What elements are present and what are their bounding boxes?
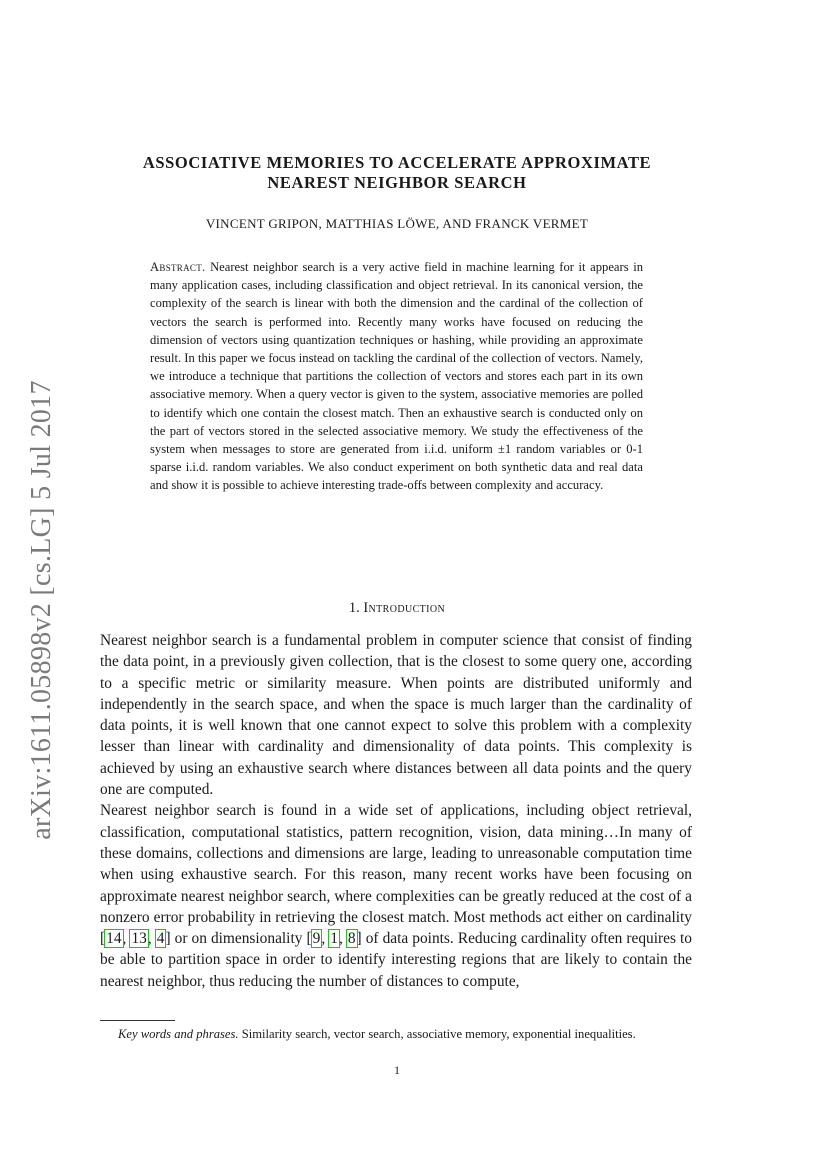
arxiv-identifier-stamp — [22, 380, 62, 840]
footnote-text: Similarity search, vector search, associative memory, exponential inequalities. — [238, 1027, 636, 1041]
introduction-body — [100, 630, 692, 992]
abstract-text: Nearest neighbor search is a very active field in machine learning for it appears in many application cases, including classification and object retrieval. In its canonical version, the complexity of the search is linear with both the dimension and the cardinal of the collection of vectors the search is performed into. Recently many works have focused on reducing the dimension of vectors using quantization techniques or hashing, while providing an approximate result. In this paper we focus instead on tackling the cardinal of the collection of vectors. Namely, we introduce a technique that partitions the collection of vectors and stores each part in its own associative memory. When a query vector is given to the system, associative memories are polled to identify which one contain the closest match. Then an exhaustive search is conducted only on the part of vectors stored in the selected associative memory. We study the effectiveness of the system when messages to store are generated from i.i.d. uniform ±1 random variables or 0-1 sparse i.i.d. random variables. We also conduct experiment on both synthetic data and real data and show it is possible to achieve interesting trade-offs between complexity and accuracy. — [150, 260, 644, 493]
citation-link-8[interactable]: 8 — [347, 930, 356, 948]
citation-separator: , — [122, 930, 131, 948]
paper-title — [100, 153, 694, 193]
citation-separator: , — [321, 930, 330, 948]
footnote-rule — [100, 1020, 175, 1021]
bracket-close: ] — [165, 930, 171, 948]
abstract-block — [150, 258, 643, 495]
citation-separator: , — [338, 930, 347, 948]
intro-paragraph-2-part-a: Nearest neighbor search is found in a wide set of applications, including object retrieval, classification, computational statistics, pattern recognition, vision, data mining…In many of these domains, collections and dimensions are large, leading to unreasonable computation time when using exhaustive search. For this reason, many recent works have been focusing on approximate nearest neighbor search, where complexities can be greatly reduced at the cost of a nonzero error probability in retrieving the closest match. Most methods act either on cardinality — [100, 802, 692, 926]
citation-separator: , — [147, 930, 156, 948]
title-line-2: NEAREST NEIGHBOR SEARCH — [267, 173, 527, 192]
citation-link-4[interactable]: 4 — [156, 930, 165, 948]
page-number: 1 — [394, 1063, 400, 1077]
bracket-open: [ — [100, 930, 106, 948]
intro-paragraph-2-part-c: of data points. Reducing cardinality often requires to be able to partition space in order to identify interesting regions that are likely to contain the nearest neighbor, thus reducing the number of distances to compute, — [100, 930, 692, 990]
bracket-close: ] — [356, 930, 362, 948]
footnote-label: Key words and phrases. — [118, 1027, 239, 1041]
intro-paragraph-2 — [100, 800, 692, 992]
intro-paragraph-2-part-b: or on dimensionality — [170, 930, 307, 948]
intro-paragraph-1: Nearest neighbor search is a fundamental problem in computer science that consist of finding the data point, in a previously given collection, that is the closest to some query one, according to a specific metric or similarity measure. When points are distributed uniformly and independently in the search space, and when the space is much larger than the cardinality of data points, it is well known that one cannot expect to solve this problem with a complexity lesser than linear with cardinality and dimensionality of data points. This complexity is achieved by using an exhaustive search where distances between all data points and the query one are computed. — [100, 632, 692, 799]
footnote-keywords — [100, 1025, 692, 1043]
section-number: 1. — [348, 600, 360, 616]
citation-link-14[interactable]: 14 — [106, 930, 122, 948]
abstract-label: Abstract. — [150, 260, 206, 274]
section-heading — [100, 600, 694, 617]
title-line-1: ASSOCIATIVE MEMORIES TO ACCELERATE APPROXIMATE — [142, 153, 652, 172]
citation-link-13[interactable]: 13 — [131, 930, 147, 948]
citation-link-9[interactable]: 9 — [312, 930, 321, 948]
bracket-open: [ — [306, 930, 312, 948]
citation-link-1[interactable]: 1 — [330, 930, 338, 948]
author-list: VINCENT GRIPON, MATTHIAS LÖWE, AND FRANCK VERMET — [205, 216, 589, 231]
arxiv-identifier-text: arXiv:1611.05898v2 [cs.LG] 5 Jul 2017 — [26, 380, 58, 840]
section-title: Introduction — [363, 600, 446, 616]
